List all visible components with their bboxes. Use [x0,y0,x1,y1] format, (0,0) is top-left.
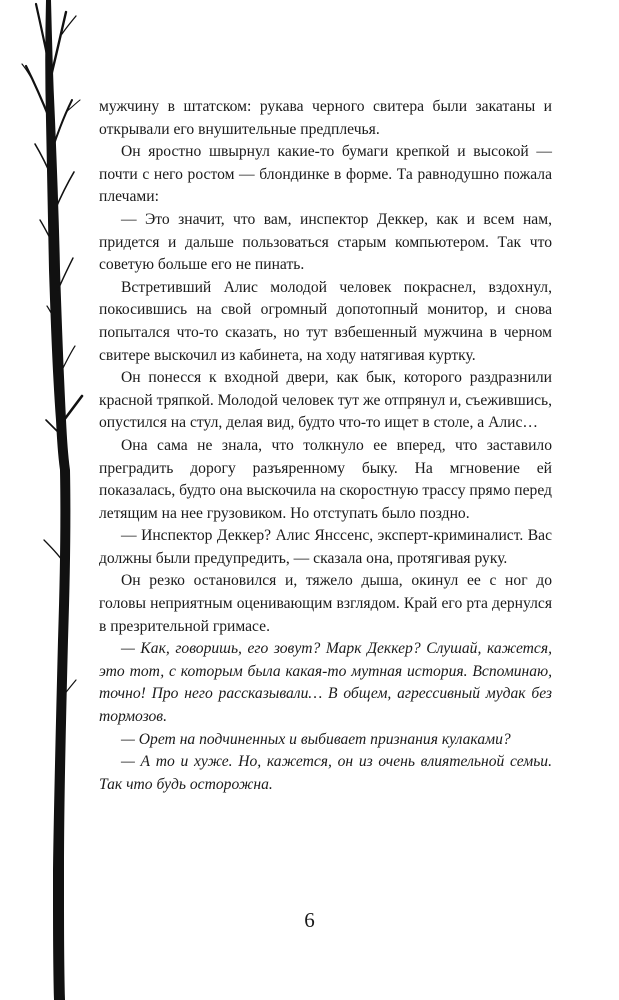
paragraph: — Орет на подчиненных и выбивает признания кулаками? [121,730,511,748]
paragraph: — Инспектор Деккер? Алис Янссенс, эксперт-криминалист. Вас должны были предупредить, — сказала она, протягивая руку. [99,527,552,567]
paragraph: Он яростно швырнул какие-то бумаги крепкой и высокой — почти с него ростом — блондинке в форме. Та равнодушно пожала плечами: [99,143,552,206]
paragraph: Она сама не знала, что толкнуло ее вперед, что заставило преградить дорогу разъяренному быку. На мгновение ей показалась, будто она выскочила на скоростную трассу прямо перед летящим на нее грузовиком. Но отступать было поздно. [99,436,552,522]
paragraph: — Как, говоришь, его зовут? Марк Деккер? Слушай, кажется, это тот, с которым была какая-то мутная история. Вспоминаю, точно! Про него рассказывали… В общем, агрессивный мудак без тормозов. [99,640,552,726]
paragraph: Он резко остановился и, тяжело дыша, окинул ее с ног до головы неприятным оценивающим взглядом. Край его рта дернулся в презрительной гримасе. [99,572,552,635]
page-number: 6 [304,908,315,932]
paragraph: Встретивший Алис молодой человек покраснел, вздохнул, покосившись на свой огромный допотопный монитор, и снова попытался что-то сказать, но тут взбешенный мужчина в черном свитере выскочил из кабинета, на ходу натягивая куртку. [99,278,552,364]
paragraph: — А то и хуже. Но, кажется, он из очень влиятельной семьи. Так что будь осторожна. [99,753,552,793]
tree-illustration [0,0,110,1000]
paragraph: мужчину в штатском: рукава черного свитера были закатаны и открывали его внушительные предплечья. [99,98,552,138]
paragraph: Он понесся к входной двери, как бык, которого раздразнили красной тряпкой. Молодой человек тут же отпрянул и, съежившись, опустился на стул, делая вид, будто что-то ищет в столе, а Алис… [99,369,553,432]
main-text [99,96,552,796]
paragraph: — Это значит, что вам, инспектор Деккер, как и всем нам, придется и дальше пользоваться старым компьютером. Так что советую больше его не пинать. [99,210,552,274]
